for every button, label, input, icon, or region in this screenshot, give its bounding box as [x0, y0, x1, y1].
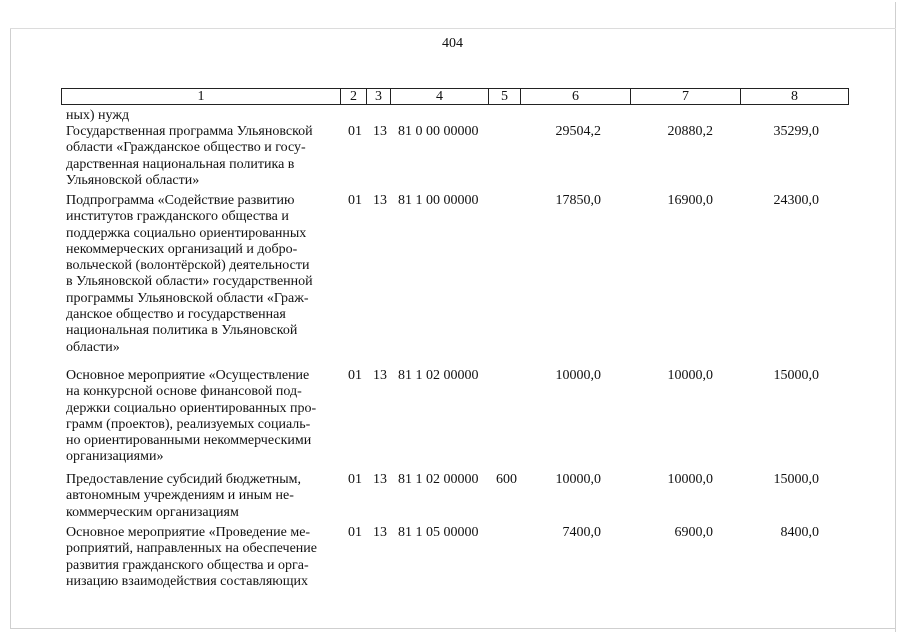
section-code: 13 [373, 525, 387, 540]
target-article-code: 81 1 02 00000 [398, 472, 479, 487]
header-col-5: 5 [489, 89, 521, 105]
ministry-code: 01 [348, 525, 362, 540]
header-col-2: 2 [341, 89, 367, 105]
amount-col-6: 10000,0 [555, 368, 601, 383]
amount-col-6: 10000,0 [555, 472, 601, 487]
description-line: национальная политика в Ульяновской [66, 323, 298, 339]
amount-col-6: 7400,0 [562, 525, 601, 540]
target-article-code: 81 1 02 00000 [398, 368, 479, 383]
row-description [66, 472, 336, 521]
scan-border-bottom [10, 628, 896, 629]
description-line: низацию взаимодействия составляющих [66, 573, 309, 589]
description-line: автономным учреждениям и иным не- [66, 488, 294, 504]
amount-col-7: 6900,0 [674, 525, 713, 540]
target-article-code: 81 1 00 00000 [398, 193, 479, 208]
description-line: организациями» [66, 449, 164, 465]
amount-col-7: 10000,0 [667, 368, 713, 383]
amount-col-8: 35299,0 [773, 124, 819, 139]
page-number: 404 [442, 36, 463, 51]
header-col-3: 3 [367, 89, 391, 105]
description-line: грамм (проектов), реализуемых социаль- [66, 416, 311, 432]
description-line: дарственная национальная политика в [66, 156, 295, 172]
amount-col-6: 29504,2 [555, 124, 601, 139]
row-description [66, 525, 336, 590]
target-article-code: 81 0 00 00000 [398, 124, 479, 139]
description-line: программы Ульяновской области «Граж- [66, 290, 309, 306]
target-article-code: 81 1 05 00000 [398, 525, 479, 540]
description-line: некоммерческих организаций и добро- [66, 241, 298, 257]
description-line: Государственная программа Ульяновской [66, 124, 313, 139]
ministry-code: 01 [348, 368, 362, 383]
scan-border-top [10, 28, 896, 29]
description-line: Предоставление субсидий бюджетным, [66, 472, 302, 487]
amount-col-7: 10000,0 [667, 472, 713, 487]
description-line: развития гражданского общества и орга- [66, 557, 309, 573]
description-line: но ориентированными некоммерческими [66, 433, 312, 449]
description-line: поддержка социально ориентированных [66, 225, 307, 241]
header-col-1: 1 [62, 89, 341, 105]
section-code: 13 [373, 124, 387, 139]
header-col-4: 4 [391, 89, 489, 105]
description-line: коммерческим организациям [66, 504, 239, 520]
description-line: Ульяновской области» [66, 172, 200, 188]
row-description [66, 368, 336, 466]
section-code: 13 [373, 193, 387, 208]
scan-border-left [10, 28, 11, 628]
ministry-code: 01 [348, 124, 362, 139]
amount-col-7: 20880,2 [667, 124, 713, 139]
description-line: вольческой (волонтёрской) деятельности [66, 258, 310, 274]
row-description [66, 124, 336, 189]
header-col-8: 8 [741, 89, 849, 105]
amount-col-7: 16900,0 [667, 193, 713, 208]
amount-col-8: 8400,0 [780, 525, 819, 540]
description-line: на конкурсной основе финансовой под- [66, 384, 302, 400]
description-line: Подпрограмма «Содействие развитию [66, 193, 295, 208]
ministry-code: 01 [348, 472, 362, 487]
description-line: держки социально ориентированных про- [66, 400, 317, 416]
continuation-text: ных) нужд [66, 108, 130, 123]
column-number-header [61, 88, 849, 105]
section-code: 13 [373, 472, 387, 487]
scan-border-right [895, 2, 896, 632]
description-line: данское общество и государственная [66, 307, 286, 323]
description-line: Основное мероприятие «Осуществление [66, 368, 310, 383]
description-line: институтов гражданского общества и [66, 209, 289, 225]
amount-col-8: 15000,0 [773, 472, 819, 487]
description-line: роприятий, направленных на обеспечение [66, 541, 318, 557]
description-line: области «Гражданское общество и госу- [66, 140, 306, 156]
ministry-code: 01 [348, 193, 362, 208]
header-col-6: 6 [521, 89, 631, 105]
expense-type-code: 600 [496, 472, 517, 487]
description-line: в Ульяновской области» государственной [66, 274, 313, 290]
amount-col-8: 24300,0 [773, 193, 819, 208]
row-description [66, 193, 336, 356]
section-code: 13 [373, 368, 387, 383]
header-col-7: 7 [631, 89, 741, 105]
amount-col-8: 15000,0 [773, 368, 819, 383]
description-line: области» [66, 339, 120, 355]
description-line: Основное мероприятие «Проведение ме- [66, 525, 311, 540]
amount-col-6: 17850,0 [555, 193, 601, 208]
